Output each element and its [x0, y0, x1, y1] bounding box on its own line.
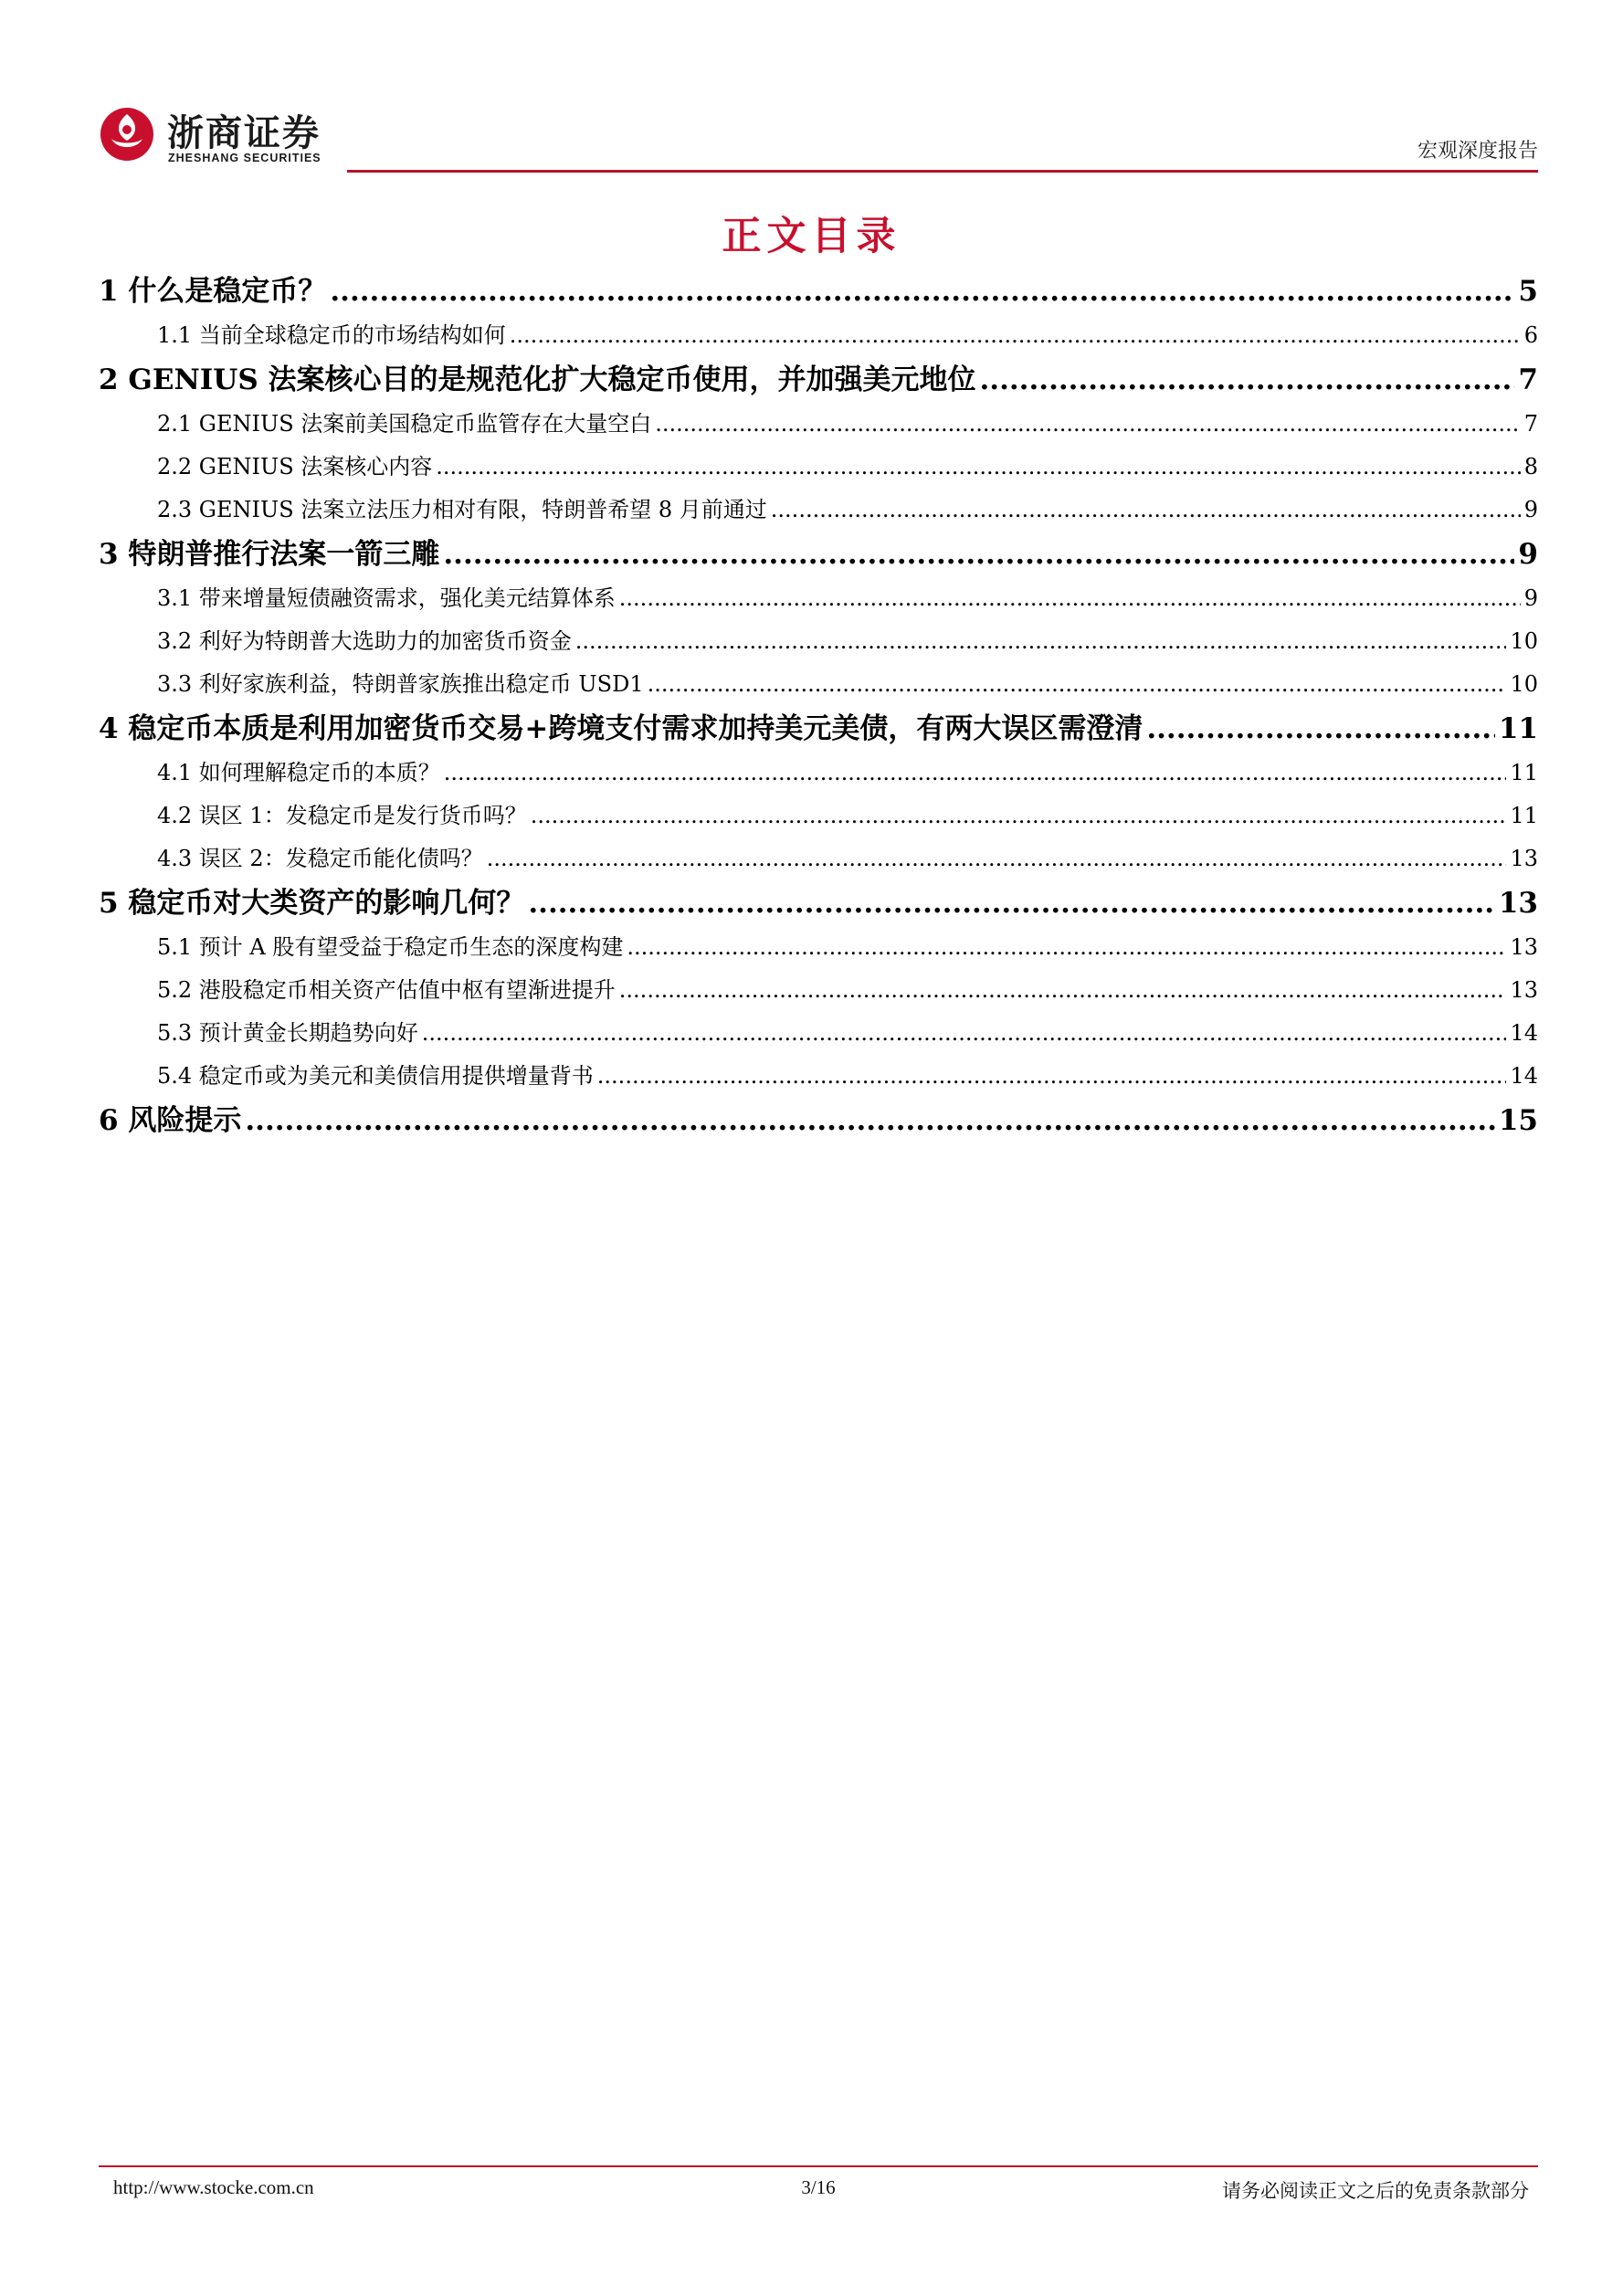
toc-dot-leader [330, 269, 1514, 314]
toc-entry-title: 1.1 当前全球稳定币的市场结构如何 [157, 322, 506, 348]
header-divider [347, 170, 1538, 173]
toc-dot-leader [422, 1012, 1507, 1055]
toc-entry-title: 4.3 误区 2：发稳定币能化债吗？ [157, 846, 483, 871]
toc-dot-leader [436, 446, 1520, 489]
toc-dot-leader [444, 752, 1507, 795]
zheshang-logo-icon [99, 106, 155, 163]
toc-entry-title: 6 风险提示 [99, 1104, 242, 1137]
toc-title: 正文目录 [722, 214, 901, 259]
toc-dot-leader [980, 357, 1515, 403]
toc-page-number: 9 [1518, 538, 1538, 571]
toc-dot-leader [245, 1098, 1494, 1143]
toc-entry-title: 5.1 预计 A 股有望受益于稳定币生态的深度构建 [157, 934, 624, 960]
toc-subsection-entry[interactable] [99, 577, 1538, 620]
toc-page-number: 13 [1510, 846, 1538, 871]
toc-dot-leader [528, 880, 1494, 926]
disclaimer-note: 请务必阅读正文之后的免责条款部分 [1222, 2180, 1529, 2202]
toc-page-number: 6 [1523, 322, 1538, 348]
toc-page-number: 11 [1510, 803, 1538, 828]
toc-subsection-entry[interactable] [99, 1055, 1538, 1098]
report-type-label: 宏观深度报告 [1417, 140, 1538, 163]
toc-dot-leader [487, 837, 1507, 880]
toc-page-number: 10 [1510, 628, 1538, 654]
toc-page-number: 11 [1510, 760, 1538, 785]
toc-section-entry[interactable] [99, 357, 1538, 403]
toc-entry-title: 5.3 预计黄金长期趋势向好 [157, 1020, 418, 1046]
footer-url-link[interactable]: http://www.stocke.com.cn [113, 2176, 314, 2198]
logo-english-name: ZHESHANG SECURITIES [168, 152, 321, 164]
toc-page-number: 7 [1523, 411, 1538, 437]
toc-section-entry[interactable] [99, 269, 1538, 314]
toc-subsection-entry[interactable] [99, 446, 1538, 489]
toc-dot-leader [531, 795, 1507, 837]
toc-dot-leader [619, 577, 1521, 620]
toc-dot-leader [771, 489, 1521, 532]
toc-dot-leader [648, 663, 1507, 706]
toc-entry-title: 4 稳定币本质是利用加密货币交易+跨境支付需求加持美元美债，有两大误区需澄清 [99, 712, 1143, 745]
toc-entry-title: 3.2 利好为特朗普大选助力的加密货币资金 [157, 628, 572, 654]
toc-subsection-entry[interactable] [99, 969, 1538, 1012]
toc-subsection-entry[interactable] [99, 926, 1538, 969]
toc-entry-title: 5.4 稳定币或为美元和美债信用提供增量背书 [157, 1063, 594, 1089]
toc-dot-leader [627, 926, 1506, 969]
toc-page-number: 15 [1498, 1104, 1538, 1137]
toc-page-number: 11 [1498, 712, 1538, 745]
page-header [99, 100, 1538, 174]
toc-entry-title: 3 特朗普推行法案一箭三雕 [99, 538, 440, 571]
toc-entry-title: 3.1 带来增量短债融资需求，强化美元结算体系 [157, 585, 616, 611]
toc-page-number: 13 [1510, 934, 1538, 960]
toc-subsection-entry[interactable] [99, 489, 1538, 532]
toc-entry-title: 2.3 GENIUS 法案立法压力相对有限，特朗普希望 8 月前通过 [157, 497, 767, 522]
toc-subsection-entry[interactable] [99, 314, 1538, 357]
toc-dot-leader [575, 620, 1507, 663]
toc-section-entry[interactable] [99, 706, 1538, 752]
toc-page-number: 13 [1510, 977, 1538, 1003]
page-footer [99, 2165, 1538, 2204]
toc-entry-title: 4.1 如何理解稳定币的本质？ [157, 760, 440, 785]
toc-section-entry[interactable] [99, 532, 1538, 577]
toc-dot-leader [619, 969, 1507, 1012]
toc-subsection-entry[interactable] [99, 795, 1538, 837]
toc-dot-leader [443, 532, 1514, 577]
toc-entry-title: 2.1 GENIUS 法案前美国稳定币监管存在大量空白 [157, 411, 652, 437]
toc-page-number: 9 [1523, 585, 1538, 611]
toc-subsection-entry[interactable] [99, 620, 1538, 663]
toc-subsection-entry[interactable] [99, 403, 1538, 446]
toc-page-number: 5 [1518, 275, 1538, 308]
toc-page-number: 13 [1498, 887, 1538, 920]
logo-chinese-name: 浙商证券 [167, 112, 321, 154]
toc-subsection-entry[interactable] [99, 752, 1538, 795]
toc-entry-title: 4.2 误区 1：发稳定币是发行货币吗？ [157, 803, 527, 828]
toc-entry-title: 1 什么是稳定币？ [99, 275, 327, 308]
toc-entry-title: 5 稳定币对大类资产的影响几何？ [99, 887, 525, 920]
toc-section-entry[interactable] [99, 880, 1538, 926]
toc-entry-title: 5.2 港股稳定币相关资产估值中枢有望渐进提升 [157, 977, 616, 1003]
toc-page-number: 9 [1523, 497, 1538, 522]
page-number: 3/16 [801, 2176, 836, 2198]
toc-entry-title: 3.3 利好家族利益，特朗普家族推出稳定币 USD1 [157, 671, 644, 697]
toc-page-number: 10 [1510, 671, 1538, 697]
toc-page-number: 14 [1510, 1020, 1538, 1046]
table-of-contents [99, 269, 1538, 1143]
toc-subsection-entry[interactable] [99, 837, 1538, 880]
toc-page-number: 14 [1510, 1063, 1538, 1089]
toc-page-number: 8 [1523, 454, 1538, 479]
toc-dot-leader [655, 403, 1520, 446]
toc-section-entry[interactable] [99, 1098, 1538, 1143]
toc-page-number: 7 [1518, 363, 1538, 396]
toc-subsection-entry[interactable] [99, 663, 1538, 706]
toc-dot-leader [510, 314, 1521, 357]
toc-subsection-entry[interactable] [99, 1012, 1538, 1055]
toc-entry-title: 2.2 GENIUS 法案核心内容 [157, 454, 433, 479]
toc-dot-leader [597, 1055, 1507, 1098]
toc-dot-leader [1146, 706, 1495, 752]
company-logo [99, 100, 345, 174]
toc-entry-title: 2 GENIUS 法案核心目的是规范化扩大稳定币使用，并加强美元地位 [99, 363, 976, 396]
